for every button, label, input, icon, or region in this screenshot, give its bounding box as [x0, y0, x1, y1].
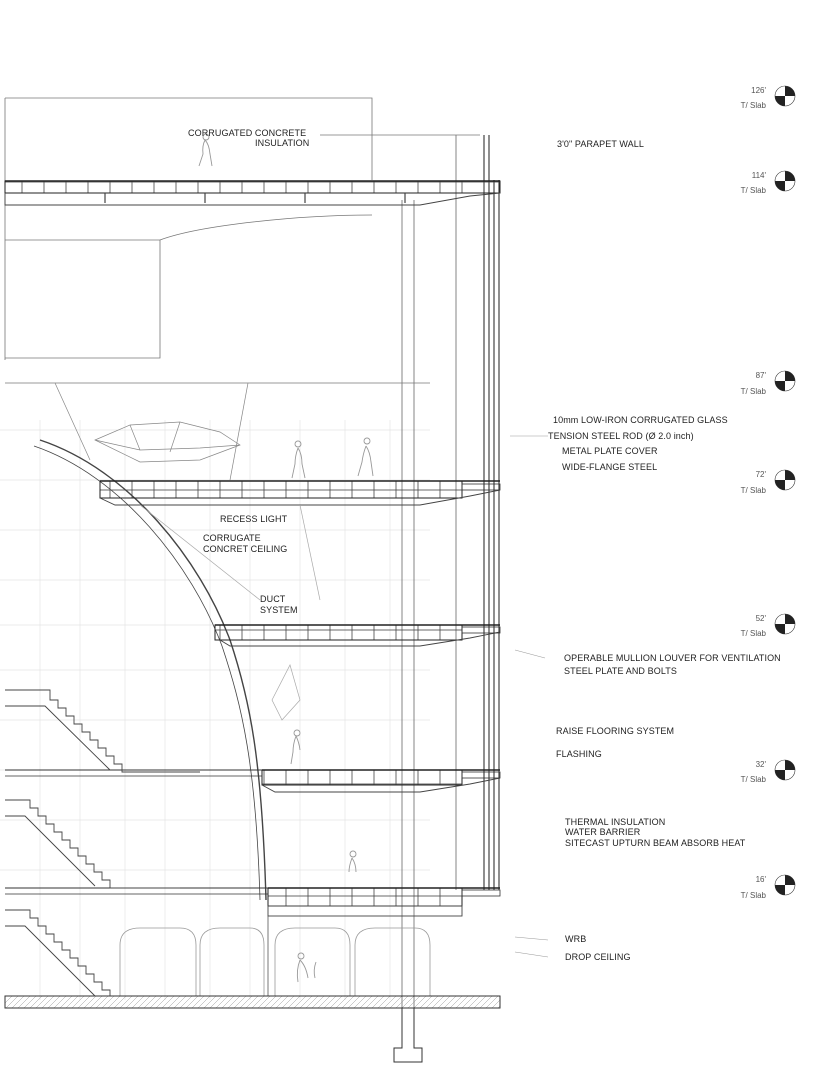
ground-slab	[5, 996, 500, 1062]
level-value: 16'	[755, 875, 766, 884]
label-flashing: FLASHING	[556, 749, 602, 759]
level-marker-icon	[774, 469, 796, 491]
interior-grid	[0, 420, 430, 1000]
label-steel-plate: STEEL PLATE AND BOLTS	[564, 666, 677, 676]
label-concret-ceiling: CONCRET CEILING	[203, 544, 288, 554]
level-value: 52'	[755, 614, 766, 623]
label-recess-light: RECESS LIGHT	[220, 514, 288, 524]
level-marker-icon	[774, 613, 796, 635]
ground-vaults	[120, 916, 430, 996]
label-thermal-insulation: THERMAL INSULATION	[565, 817, 666, 827]
level-sub: T/ Slab	[740, 101, 766, 110]
label-parapet-wall: 3'0" PARAPET WALL	[557, 139, 644, 149]
level-marker-icon	[774, 874, 796, 896]
level-value: 32'	[755, 760, 766, 769]
level-value: 72'	[755, 470, 766, 479]
label-corrugate: CORRUGATE	[203, 533, 261, 543]
level-sub: T/ Slab	[740, 387, 766, 396]
leader-lines	[510, 436, 548, 957]
stairs	[5, 690, 200, 996]
upper-enclosure	[5, 98, 480, 383]
label-upturn-beam: SITECAST UPTURN BEAM ABSORB HEAT	[565, 838, 746, 848]
label-insulation: INSULATION	[255, 138, 310, 148]
level-sub: T/ Slab	[740, 486, 766, 495]
level-sub: T/ Slab	[740, 775, 766, 784]
level-value: 114'	[751, 171, 766, 180]
label-tension-rod: TENSION STEEL ROD (Ø 2.0 inch)	[548, 431, 694, 441]
level-marker-icon	[774, 85, 796, 107]
people	[199, 134, 373, 982]
level-marker-icon	[774, 759, 796, 781]
roof-slab	[5, 181, 500, 205]
label-duct: DUCT	[260, 594, 286, 604]
label-corrugated-concrete: CORRUGATED CONCRETE	[188, 128, 307, 138]
label-water-barrier: WATER BARRIER	[565, 827, 641, 837]
level-marker-icon	[774, 170, 796, 192]
label-metal-plate: METAL PLATE COVER	[562, 446, 658, 456]
floor-slab-32	[5, 770, 500, 792]
label-drop-ceiling: DROP CEILING	[565, 952, 631, 962]
level-marker-icon	[774, 370, 796, 392]
curtain-wall	[484, 135, 499, 890]
skylight	[55, 383, 248, 480]
label-wrb: WRB	[565, 934, 587, 944]
level-sub: T/ Slab	[740, 186, 766, 195]
floor-slab-16	[5, 888, 500, 916]
level-value: 126'	[751, 86, 766, 95]
label-raise-flooring: RAISE FLOORING SYSTEM	[556, 726, 675, 736]
level-sub: T/ Slab	[740, 891, 766, 900]
level-sub: T/ Slab	[740, 629, 766, 638]
label-glass: 10mm LOW-IRON CORRUGATED GLASS	[553, 415, 728, 425]
floor-slab-52	[215, 625, 500, 646]
label-system: SYSTEM	[260, 605, 298, 615]
level-value: 87'	[755, 371, 766, 380]
label-wide-flange: WIDE-FLANGE STEEL	[562, 462, 658, 472]
label-louver: OPERABLE MULLION LOUVER FOR VENTILATION	[564, 653, 781, 663]
